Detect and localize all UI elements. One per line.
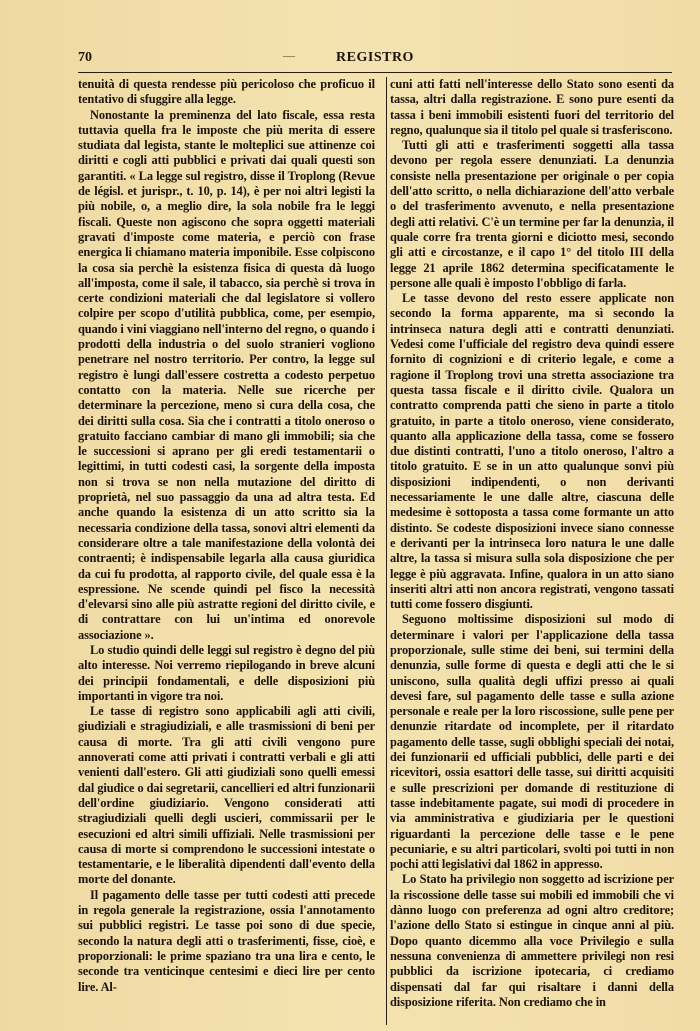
paragraph: Le tasse devono del resto essere applicate non secondo la forma apparente, ma sì secondo la intrinseca natura degli atti e contratti denunziati. Vedesi come l'ufficiale del registro deva quindi essere fornito di cognizioni e di criterio legale, e come a ragione il Troplong trovi una stretta associazione tra questa tassa fiscale e il diritto civile. Qualora un contratto comprenda patti che sieno in parte a titolo gratuito, in parte a titolo oneroso, viene considerato, quanto alla applicazione della tassa, come se fossero due distinti contratti, l'uno a titolo oneroso, l'altro a titolo gratuito. E se in un atto qualunque sonvi più disposizioni indipendenti, o non derivanti necessariamente le une dalle altre, ciascuna delle medesime è sottoposta a tassa come formante un atto distinto. Se codeste disposizioni invece siano connesse e derivanti per la intrinseca loro natura le une dalle altre, la tassa si misura sulla sola disposizione che per legge è più aggravata. Infine, qualora in un atto siano inseriti altri atti non ancora registrati, vengono tassati tutti come fossero disgiunti. bbox=[390, 291, 674, 612]
running-title: REGISTRO bbox=[336, 50, 414, 65]
paragraph: Tutti gli atti e trasferimenti soggetti alla tassa devono per regola essere denunziati. La denunzia consiste nella presentazione per originale o per copia dell'atto scritto, o nella dichiarazione dell'atto verbale o del trasferimento avvenuto, e nella presentazione degli atti relativi. C'è un termine per far la denunzia, il quale corre fra trenta giorni e diciotto mesi, secondo gli atti e circostanze, e il capo 1° del titolo III della legge 21 aprile 1862 determina specificatamente le persone alle quali è imposto l'obbligo di farla. bbox=[390, 138, 674, 290]
paragraph: Seguono moltissime disposizioni sul modo di determinare i valori per l'applicazione della tassa proporzionale, sulle stime dei beni, sui termini della denunzia, sulle forme di questa e degli atti che le si uniscono, sulla qualità degli uffizi presso ai quali devesi fare, sul pagamento delle tasse e sulla azione personale e reale per la loro riscossione, sulle pene per denunzie ritardate od incomplete, per il ritardato pagamento delle tasse, sugli obblighi speciali dei notai, dei funzionarii ed ufficiali pubblici, delle parti e dei ricevitori, ossia esattori delle tasse, sui diritti acquisiti e sulle prescrizioni per domande di restituzione di tasse indebitamente pagate, sui modi di procedere in via amministrativa e giudiziaria per le questioni riguardanti la percezione delle tasse e le pene pecuniarie, e su altri particolari, svolti poi tutti in non pochi atti legislativi dal 1862 in appresso. bbox=[390, 612, 674, 872]
paragraph: Lo Stato ha privilegio non soggetto ad iscrizione per la riscossione delle tasse sui mobili ed immobili che vi dànno luogo con preferenza ad ogni altro creditore; l'azione dello Stato si estingue in cinque anni al più. Dopo quanto dicemmo alla voce Privilegio e sulla nessuna convenienza di ammettere privilegi non resi pubblici da iscrizione ipotecaria, ci crediamo dispensati dal far qui risaltare i danni della disposizione riferita. Non crediamo che in bbox=[390, 872, 674, 1009]
page-number: 70 bbox=[78, 50, 92, 65]
paragraph: tenuità di questa rendesse più pericoloso che proficuo il tentativo di sfuggire alla legge. bbox=[78, 77, 375, 107]
right-column bbox=[386, 77, 674, 1025]
paragraph: Le tasse di registro sono applicabili agli atti civili, giudiziali e stragiudiziali, e alle trasmissioni di beni per causa di morte. Tra gli atti civili vengono pure annoverati come atti privati i contratti verbali e gli atti venienti dall'estero. Gli atti giudiziali sono quelli emessi dal giudice o dai segretarii, cancellieri ed altri funzionarii dell'ordine giudiziario. Vengono considerati atti stragiudiziali quelli degli uscieri, commissarii per le esecuzioni ed altri simili uffiziali. Nelle trasmissioni per causa di morte si comprendono le successioni intestate o testamentarie, e le liberalità dipendenti dall'evento della morte del donante. bbox=[78, 704, 375, 887]
paragraph: Il pagamento delle tasse per tutti codesti atti precede in regola generale la registrazione, ossia l'annotamento sui pubblici registri. Le tasse poi sono di due specie, secondo la natura degli atti o trasferimenti, fisse, cioè, e proporzionali: le prime spaziano tra una lira e cento, le seconde tra venticinque centesimi e dieci lire per cento lire. Al- bbox=[78, 887, 375, 994]
header-rule bbox=[78, 72, 672, 73]
page-header bbox=[78, 50, 672, 70]
left-column bbox=[78, 77, 375, 1025]
paragraph: cuni atti fatti nell'interesse dello Stato sono esenti da tassa, altri dalla registrazione. E sono pure esenti da tassa i beni immobili esistenti fuori del territorio del regno, qualunque sia il titolo pel quale si trasferiscono. bbox=[390, 77, 674, 137]
paragraph: Lo studio quindi delle leggi sul registro è degno del più alto interesse. Noi verremo riepilogando in breve alcuni dei principii fondamentali, e delle disposizioni più importanti in vigore tra noi. bbox=[78, 642, 375, 703]
paragraph: Nonostante la preminenza del lato fiscale, essa resta tuttavia quella fra le imposte che più merita di essere studiata dal legista, stante le molteplici sue attinenze coi diritti e cogli atti pubblici e privati dai quali questi son garantiti. « La legge sul registro, disse il Troplong (Revue de législ. et jurispr., t. 10, p. 14), è per noi altri legisti la più nobile, o, a meglio dire, la sola nobile fra le leggi fiscali. Queste non agiscono che sopra oggetti materiali gravati d'imposte come materia, e perciò con frase energica li chiamano materia imponibile. Esse colpiscono la cosa sia perchè la esistenza fisica di questa dà luogo all'imposta, come il sale, il tabacco, sia perchè si trova in certe condizioni materiali che dal legislatore si vollero colpire per scopo d'utilità pubblica, come, per esempio, quando i vini viaggiano nell'interno del regno, o quando i prodotti della industria o del suolo stranieri vogliono penetrare nel nostro territorio. Per contro, la legge sul registro è lungi dall'essere costretta a codesto perpetuo contatto con la materia. Nelle sue ricerche per determinare la percezione, meno si cura della cosa, che dei diritti sulla cosa. Sia che i contratti a titolo oneroso o gratuito facciano cambiar di mano gli immobili; sia che le successioni si aprano per gli eredi testamentarii o legittimi, in tutti codesti casi, la sorgente della imposta non si trova se non nella mutazione del diritto di proprietà, nel suo passaggio da una ad altra testa. Ed anche quando la esistenza di un atto scritto sia la necessaria condizione della tassa, sonovi altri elementi da considerare oltre a tale manifestazione della volontà dei contraenti; è indispensabile legarla alla causa giuridica da cui fu prodotta, al rapporto civile, del quale essa è la espressione. Ne scende quindi pel fisco la necessità d'elevarsi sino alle più astratte regioni del diritto civile, e di contrattare con lui un'intima ed onorevole associazione ». bbox=[78, 107, 375, 642]
header-dash: — bbox=[283, 48, 295, 62]
